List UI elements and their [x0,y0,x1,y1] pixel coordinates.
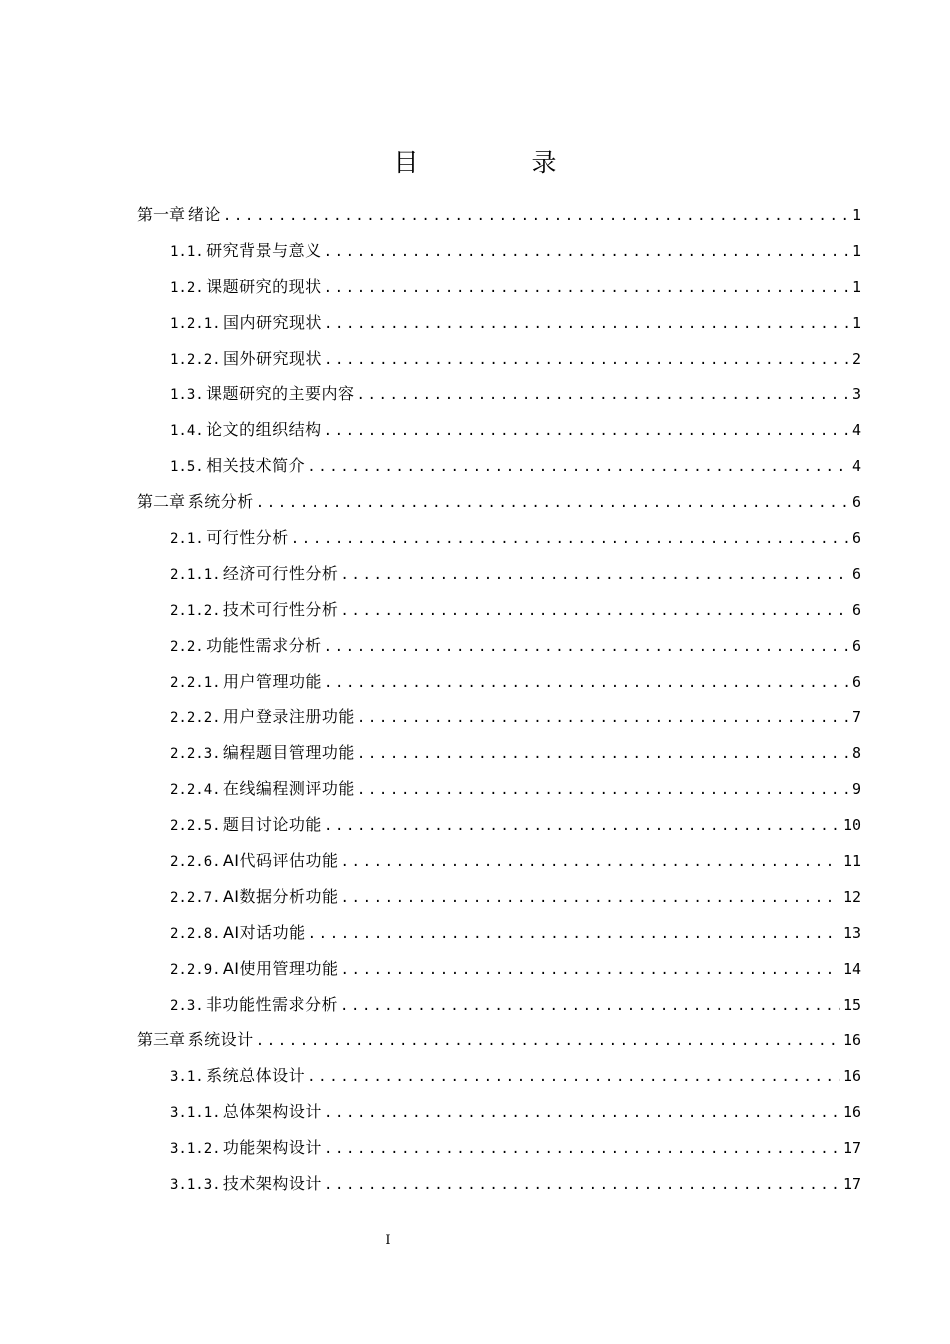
toc-entry-number: 1.2.2. [170,351,221,368]
toc-entry[interactable] [137,843,861,879]
toc-entry-title: 相关技术简介 [206,456,306,476]
toc-entry[interactable] [137,376,861,412]
toc-dot-leader [307,450,849,484]
toc-entry[interactable] [137,879,861,915]
toc-entry-title: 可行性分析 [206,528,289,548]
toc-dot-leader [324,666,849,700]
toc-entry[interactable] [137,233,861,269]
toc-dot-leader [324,343,849,377]
toc-entry[interactable] [137,735,861,771]
toc-entry-title: 系统总体设计 [206,1066,306,1086]
toc-entry[interactable] [137,448,861,484]
toc-entry-title: AI代码评估功能 [222,851,339,871]
toc-dot-leader [356,378,849,412]
toc-entry[interactable] [137,1022,861,1058]
toc-entry-page: 14 [842,959,861,978]
toc-entry-page: 6 [851,564,861,583]
toc-dot-leader [324,307,849,341]
toc-entry-page: 7 [851,708,861,727]
toc-entry-number: 1.5. [170,459,204,476]
toc-entry-number: 1.2.1. [170,315,221,332]
toc-dot-leader [324,1132,840,1166]
toc-dot-leader [223,199,849,233]
toc-dot-leader [340,989,840,1023]
toc-entry-page: 17 [842,1175,861,1194]
toc-entry[interactable] [137,412,861,448]
toc-entry-number: 2.2.2. [170,710,221,727]
toc-entry[interactable] [137,1130,861,1166]
toc-entry[interactable] [137,556,861,592]
toc-entry-title: 编程题目管理功能 [222,743,355,763]
toc-entry-title: AI数据分析功能 [222,886,339,906]
toc-dot-leader [324,271,849,305]
toc-entry-number: 2.1.2. [170,602,221,619]
toc-entry-page: 12 [842,887,861,906]
toc-dot-leader [256,486,849,520]
toc-entry[interactable] [137,341,861,377]
toc-entry[interactable] [137,197,861,233]
toc-dot-leader [324,235,849,269]
toc-entry-page: 6 [851,636,861,655]
toc-entry-page: 1 [851,277,861,296]
toc-entry[interactable] [137,987,861,1023]
toc-entry[interactable] [137,771,861,807]
toc-entry-number: 2.2.8. [170,925,221,942]
toc-entry[interactable] [137,807,861,843]
toc-entry-title: 系统分析 [187,492,254,512]
toc-entry-number: 3.1. [170,1069,204,1086]
toc-entry-page: 16 [842,1031,861,1050]
toc-entry-page: 1 [851,313,861,332]
toc-entry-page: 16 [842,1067,861,1086]
toc-entry-page: 13 [842,923,861,942]
toc-entry-number: 3.1.3. [170,1177,221,1194]
toc-entry-page: 1 [851,206,861,224]
toc-entry[interactable] [137,269,861,305]
toc-entry-page: 16 [842,1103,861,1122]
toc-entry-title: 功能架构设计 [222,1138,322,1158]
toc-entry-title: 课题研究的主要内容 [205,384,355,404]
toc-entry-title: 非功能性需求分析 [205,994,338,1014]
toc-entry-title: 课题研究的现状 [206,276,322,296]
toc-entry-number: 2.2.6. [170,854,221,871]
toc-entry[interactable] [137,592,861,628]
toc-entry[interactable] [137,951,861,987]
toc-entry[interactable] [137,484,861,520]
toc-entry-number: 3.1.1. [170,1105,221,1122]
toc-dot-leader [291,522,849,556]
toc-entry-title: 总体架构设计 [222,1102,322,1122]
toc-dot-leader [324,809,840,843]
toc-entry[interactable] [137,520,861,556]
toc-dot-leader [341,953,840,987]
toc-entry-number: 2.1. [170,531,204,548]
toc-entry-page: 2 [851,349,861,368]
toc-entry-number: 2.2.3. [170,746,221,763]
toc-entry-number: 第一章 [137,205,186,224]
toc-entry-page: 11 [842,852,861,871]
toc-entry-page: 4 [851,421,861,440]
toc-entry-page: 1 [851,241,861,260]
toc-entry-number: 3.1.2. [170,1141,221,1158]
toc-entry-page: 9 [851,780,861,799]
toc-entry[interactable] [137,305,861,341]
toc-entry[interactable] [137,1058,861,1094]
toc-entry-title: 经济可行性分析 [222,563,339,583]
toc-entry-title: 题目讨论功能 [222,815,322,835]
toc-dot-leader [357,701,849,735]
toc-entry-number: 2.2.9. [170,961,221,978]
toc-entry-title: 技术可行性分析 [222,599,339,619]
toc-entry-page: 6 [851,529,861,548]
toc-entry-number: 1.4. [170,423,204,440]
toc-entry-number: 1.3. [170,387,204,404]
toc-entry-title: 用户登录注册功能 [222,707,355,727]
toc-dot-leader [341,881,840,915]
toc-entry[interactable] [137,699,861,735]
toc-entry-number: 第二章 [137,492,186,512]
toc-entry-title: 国内研究现状 [222,312,322,332]
toc-entry-title: 研究背景与意义 [206,240,322,260]
toc-entry-title: AI使用管理功能 [222,958,339,978]
toc-entry[interactable] [137,1166,861,1202]
toc-entry-number: 2.2.5. [170,818,221,835]
toc-entry-number: 1.1. [170,243,204,260]
toc-dot-leader [324,1096,840,1130]
toc-entry-title: 用户管理功能 [222,671,322,691]
toc-entry-number: 1.2. [170,279,204,296]
toc-entry-title: 技术架构设计 [222,1174,322,1194]
toc-entry-title: AI对话功能 [222,922,306,942]
table-of-contents [137,197,861,1202]
toc-dot-leader [340,558,849,592]
toc-dot-leader [256,1024,840,1058]
toc-entry-title: 在线编程测评功能 [222,779,355,799]
toc-entry-page: 4 [851,457,861,476]
toc-title: 目 录 [393,148,601,177]
toc-entry[interactable] [137,1094,861,1130]
toc-entry-title: 系统设计 [187,1030,254,1050]
toc-dot-leader [357,737,849,771]
toc-entry[interactable] [137,915,861,951]
toc-entry-number: 2.2.4. [170,782,221,799]
page-number-footer: I [385,1233,391,1248]
toc-dot-leader [324,1168,840,1202]
toc-entry-number: 第三章 [137,1030,186,1050]
toc-entry-title: 国外研究现状 [222,348,322,368]
toc-entry-number: 2.3. [170,997,204,1014]
toc-entry-number: 2.2.7. [170,889,221,906]
toc-dot-leader [324,414,849,448]
toc-entry-page: 6 [851,672,861,691]
toc-dot-leader [340,594,849,628]
toc-entry-page: 17 [842,1139,861,1158]
toc-entry-page: 3 [851,385,861,404]
toc-entry[interactable] [137,664,861,700]
toc-dot-leader [357,773,849,807]
toc-dot-leader [341,845,840,879]
toc-entry-page: 8 [851,744,861,763]
toc-entry-page: 10 [842,816,861,835]
toc-entry-page: 6 [851,493,861,512]
toc-dot-leader [308,917,840,951]
toc-entry-page: 6 [851,600,861,619]
toc-entry-number: 2.1.1. [170,566,221,583]
toc-entry[interactable] [137,628,861,664]
toc-entry-page: 15 [842,995,861,1014]
toc-entry-title: 功能性需求分析 [206,635,322,655]
toc-entry-number: 2.2. [170,638,204,655]
toc-entry-number: 2.2.1. [170,674,221,691]
toc-dot-leader [307,1060,840,1094]
toc-entry-title: 论文的组织结构 [206,420,322,440]
toc-dot-leader [324,630,849,664]
toc-entry-title: 绪论 [187,205,221,224]
